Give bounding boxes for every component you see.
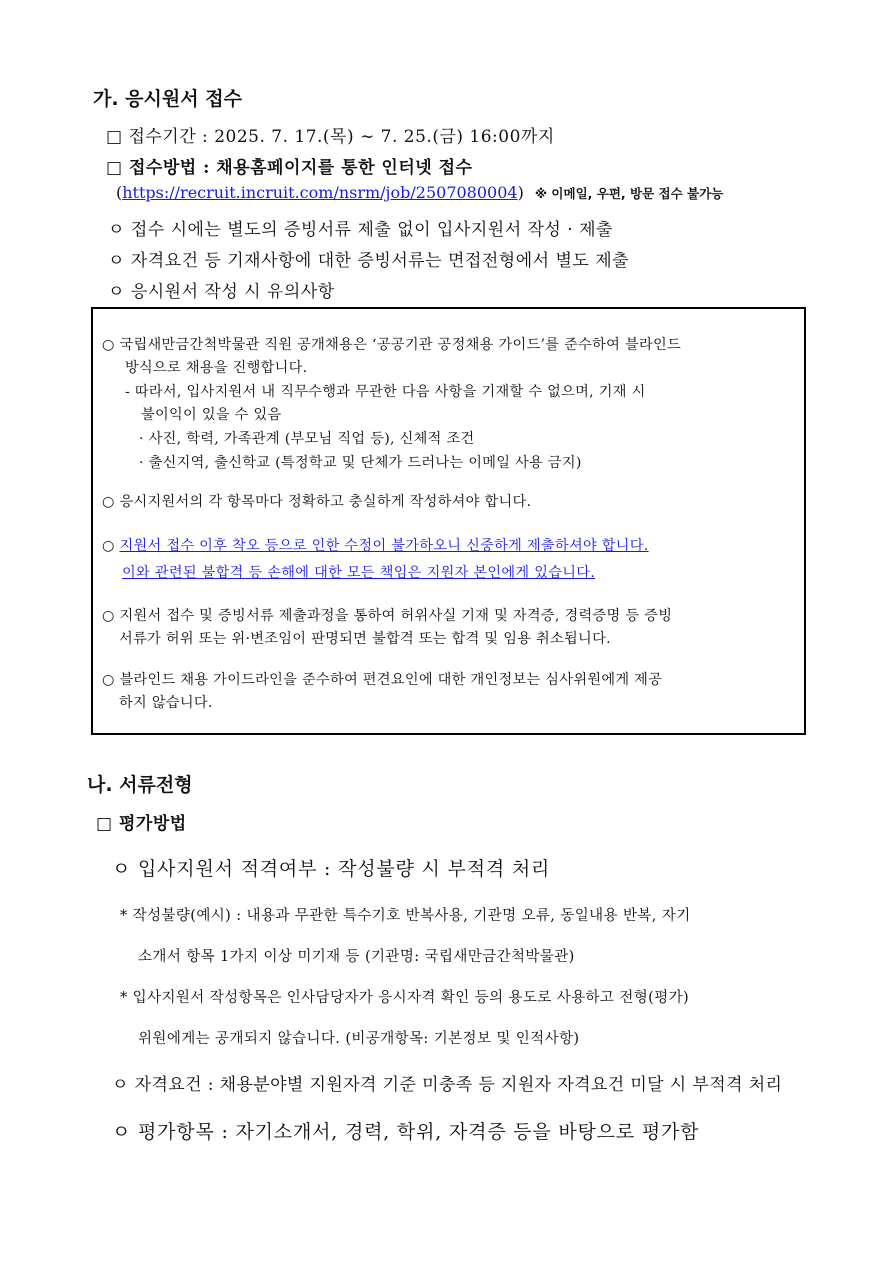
note-na-1a: * 작성불량(예시) : 내용과 무관한 특수기호 반복사용, 기관명 오류, 동일내용 반복, 자기: [120, 908, 691, 924]
section-ga-title: 가. 응시원서 접수: [93, 88, 242, 110]
notice-p3b: 이와 관련된 불합격 등 손해에 대한 모든 책임은 지원자 본인에게 있습니다.: [122, 565, 596, 581]
link-open: (: [116, 183, 123, 202]
bullet-na-3: ㅇ 평가항목 : 자기소개서, 경력, 학위, 자격증 등을 바탕으로 평가함: [112, 1121, 700, 1143]
notice-p1c: - 따라서, 입사지원서 내 직무수행과 무관한 다음 사항을 기재할 수 없으며, 기재 시: [125, 384, 646, 400]
notice-p5b: 하지 않습니다.: [119, 695, 213, 711]
recruit-link[interactable]: https://recruit.incruit.com/nsrm/job/2507080004: [122, 183, 518, 202]
notice-p1f: · 출신지역, 출신학교 (특정학교 및 단체가 드러나는 이메일 사용 금지): [139, 455, 582, 471]
method-line: □ 접수방법 : 채용홈페이지를 통한 인터넷 접수: [106, 158, 473, 178]
eval-method-heading: □ 평가방법: [96, 814, 187, 834]
receipt-note: ※ 이메일, 우편, 방문 접수 불가능: [534, 186, 724, 201]
bullet-ga-2: ㅇ 자격요건 등 기재사항에 대한 증빙서류는 면접전형에서 별도 제출: [108, 251, 630, 271]
notice-p1a: ○ 국립새만금간척박물관 직원 공개채용은 ‘공공기관 공정채용 가이드’를 준수하여 블라인드: [102, 337, 681, 353]
notice-p3: [102, 535, 649, 555]
notice-p4b: 서류가 허위 또는 위·변조임이 판명되면 불합격 또는 합격 및 임용 취소됩니다.: [119, 631, 611, 647]
bullet-ga-1: ㅇ 접수 시에는 별도의 증빙서류 제출 없이 입사지원서 작성 · 제출: [108, 220, 613, 240]
link-close: ): [517, 183, 524, 202]
notice-box: [91, 307, 806, 735]
note-na-2b: 위원에게는 공개되지 않습니다. (비공개항목: 기본정보 및 인적사항): [138, 1031, 580, 1047]
notice-p4a: ○ 지원서 접수 및 증빙서류 제출과정을 통하여 허위사실 기재 및 자격증, 경력증명 등 증빙: [102, 608, 673, 624]
notice-p2: ○ 응시지원서의 각 항목마다 정확하고 충실하게 작성하셔야 합니다.: [102, 494, 532, 510]
bullet-ga-3: ㅇ 응시원서 작성 시 유의사항: [108, 282, 335, 302]
period-line: □ 접수기간 : 2025. 7. 17.(목) ∼ 7. 25.(금) 16:00까지: [106, 127, 555, 147]
note-na-1b: 소개서 항목 1가지 이상 미기재 등 (기관명: 국립새만금간척박물관): [138, 949, 575, 965]
notice-p1b: 방식으로 채용을 진행합니다.: [125, 360, 308, 376]
notice-p3-mark: ○: [102, 538, 115, 554]
notice-p1e: · 사진, 학력, 가족관계 (부모님 직업 등), 신체적 조건: [139, 431, 475, 447]
link-line: [116, 183, 723, 202]
bullet-na-1: ㅇ 입사지원서 적격여부 : 작성불량 시 부적격 처리: [112, 858, 551, 880]
notice-p1d: 불이익이 있을 수 있음: [141, 407, 282, 423]
section-na-title: 나. 서류전형: [87, 774, 193, 796]
bullet-na-2: ㅇ 자격요건 : 채용분야별 지원자격 기준 미충족 등 지원자 자격요건 미달 시 부적격 처리: [112, 1075, 783, 1095]
note-na-2a: * 입사지원서 작성항목은 인사담당자가 응시자격 확인 등의 용도로 사용하고 전형(평가): [120, 990, 690, 1006]
notice-p5a: ○ 블라인드 채용 가이드라인을 준수하여 편견요인에 대한 개인정보는 심사위원에게 제공: [102, 672, 663, 688]
notice-p3a: 지원서 접수 이후 착오 등으로 인한 수정이 불가하오니 신중하게 제출하셔야 합니다.: [119, 538, 649, 554]
